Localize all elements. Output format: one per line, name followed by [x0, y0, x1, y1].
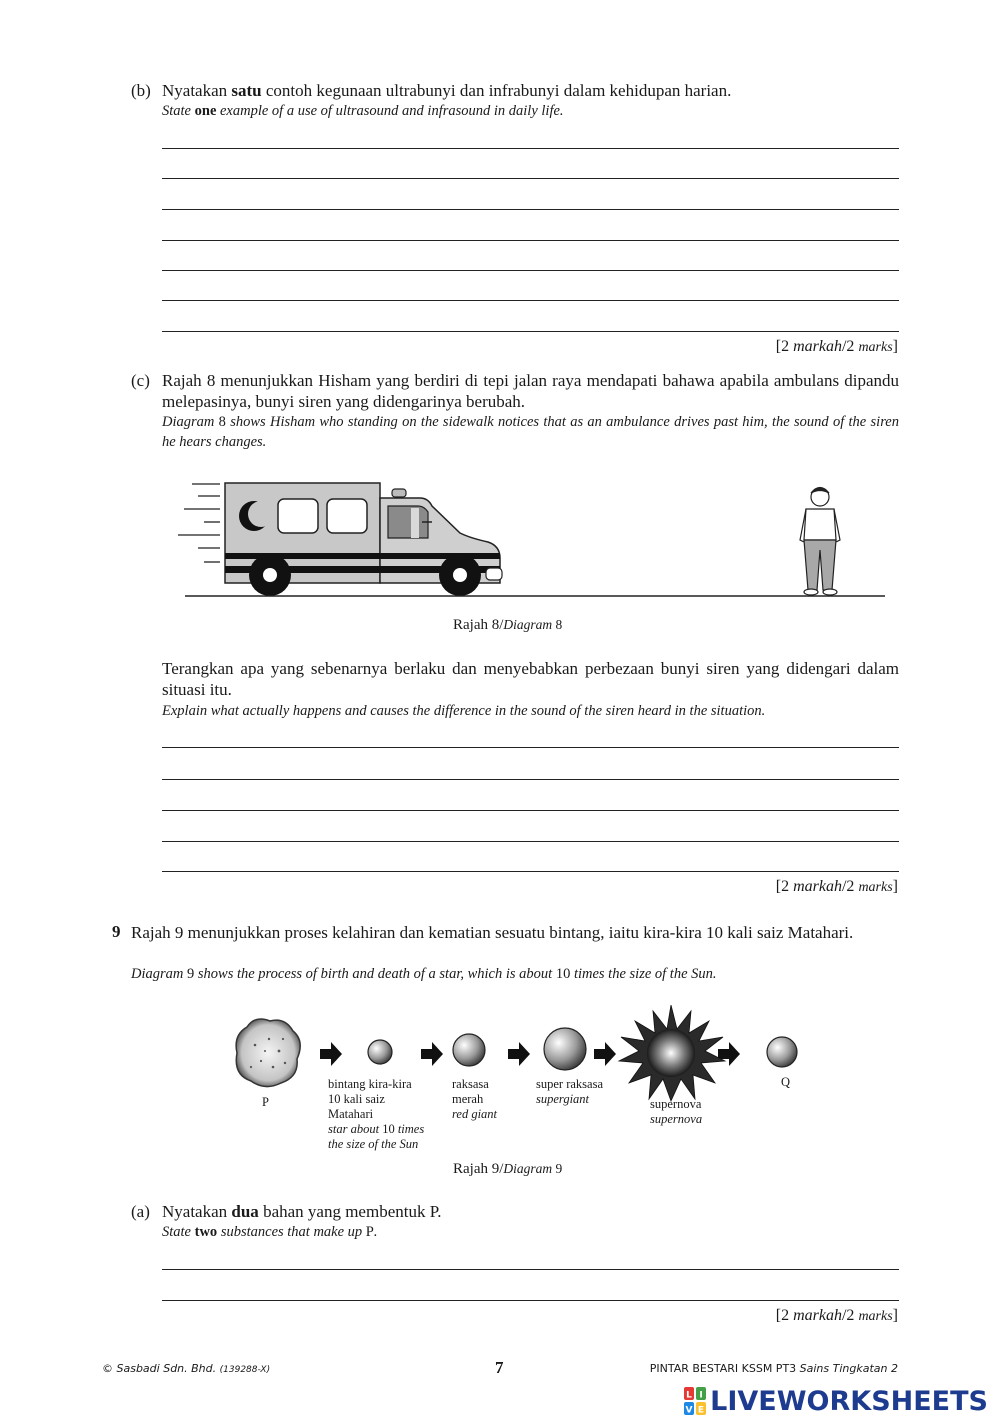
q9a-label: (a) [131, 1202, 150, 1221]
answer-line[interactable] [162, 779, 899, 780]
answer-line[interactable] [162, 1269, 899, 1270]
badge-letter: L [686, 1390, 693, 1401]
q8b-label: (b) [131, 81, 151, 100]
liveworksheets-badge-icon [684, 1387, 706, 1415]
siren-light [392, 489, 406, 497]
q8b-question-ms: Nyatakan satu contoh kegunaan ultrabunyi dan infrabunyi dalam kehidupan harian. [162, 81, 732, 100]
arrow-right-icon [508, 1042, 530, 1066]
q9-question-en: Diagram 9 shows the process of birth and death of a star, which is about 10 times the size of the Sun. [131, 966, 717, 982]
star-sphere [368, 1040, 392, 1064]
q9a-question-ms: Nyatakan dua bahan yang membentuk P. [162, 1202, 442, 1221]
diagram-9-star-lifecycle [225, 1005, 805, 1105]
answer-line[interactable] [162, 209, 899, 210]
answer-line[interactable] [162, 331, 899, 332]
liveworksheets-logo [684, 1384, 988, 1418]
label-supergiant: super raksasa supergiant [536, 1077, 603, 1106]
answer-line[interactable] [162, 270, 899, 271]
diagram-8-ambulance [170, 478, 900, 603]
diagram-8-caption: Rajah 8/Diagram 8 [453, 617, 563, 633]
q8b-question-en: State one example of a use of ultrasound and infrasound in daily life. [162, 103, 564, 119]
answer-line[interactable] [162, 810, 899, 811]
q8c-question-ms: Rajah 8 menunjukkan Hisham yang berdiri di tepi jalan raya mendapati bahawa apabila ambulans dipandu melepasinya, bunyi siren yang didengarinya berubah. [162, 371, 899, 411]
q8c-question-en: Diagram 8 shows Hisham who standing on the sidewalk notices that as an ambulance drives past him, the sound of the siren he hears changes. [162, 414, 899, 450]
answer-line[interactable] [162, 178, 899, 179]
marks-label: [2 markah/2 marks] [775, 1307, 898, 1324]
q8c-explain-en: Explain what actually happens and causes the difference in the sound of the siren heard in the situation. [162, 703, 766, 719]
arrow-right-icon [594, 1042, 616, 1066]
label-supernova: supernova supernova [650, 1097, 703, 1126]
q8c-label: (c) [131, 371, 150, 390]
answer-line[interactable] [162, 841, 899, 842]
speed-lines [178, 484, 220, 562]
answer-line[interactable] [162, 300, 899, 301]
question-number: 9 [112, 922, 121, 941]
window-reflection [411, 508, 419, 538]
person-hisham [800, 488, 840, 596]
headlight [486, 568, 502, 580]
supernova-burst [619, 1005, 725, 1101]
supergiant-sphere [544, 1028, 586, 1070]
q9-question-ms: Rajah 9 menunjukkan proses kelahiran dan kematian sesuatu bintang, iaitu kira-kira 10 kali saiz Matahari. [131, 923, 854, 942]
q8c-explain-ms: Terangkan apa yang sebenarnya berlaku dan menyebabkan perbezaan bunyi siren yang didengari dalam situasi itu. [162, 659, 899, 699]
arrow-right-icon [421, 1042, 443, 1066]
diagram-9-caption: Rajah 9/Diagram 9 [453, 1161, 563, 1177]
label-red-giant: raksasa merah red giant [452, 1077, 498, 1121]
label-q: Q [781, 1075, 791, 1089]
red-giant-sphere [453, 1034, 485, 1066]
label-p: P [262, 1095, 269, 1109]
footer-publisher: © Sasbadi Sdn. Bhd. (139288-X) [102, 1362, 271, 1375]
side-window [278, 499, 318, 533]
nebula-p [236, 1019, 300, 1087]
q-sphere [767, 1037, 797, 1067]
marks-label: [2 markah/2 marks] [775, 338, 898, 355]
arrow-right-icon [320, 1042, 342, 1066]
liveworksheets-wordmark: LIVEWORKSHEETS [710, 1385, 988, 1417]
person-trousers [804, 540, 836, 590]
label-star: bintang kira-kira 10 kali saiz Matahari star about 10 times the size of the Sun [328, 1077, 425, 1151]
answer-line[interactable] [162, 747, 899, 748]
badge-letter: I [699, 1390, 703, 1401]
footer-book-title: PINTAR BESTARI KSSM PT3 Sains Tingkatan 2 [649, 1362, 898, 1375]
person-shirt [804, 509, 836, 540]
badge-letter: E [698, 1405, 705, 1415]
page-number: 7 [495, 1358, 504, 1377]
answer-line[interactable] [162, 871, 899, 872]
answer-line[interactable] [162, 148, 899, 149]
badge-letter: V [685, 1405, 693, 1415]
marks-label: [2 markah/2 marks] [775, 878, 898, 895]
side-window [327, 499, 367, 533]
answer-line[interactable] [162, 1300, 899, 1301]
q9a-question-en: State two substances that make up P. [162, 1224, 378, 1240]
arrow-right-icon [718, 1042, 740, 1066]
answer-line[interactable] [162, 240, 899, 241]
